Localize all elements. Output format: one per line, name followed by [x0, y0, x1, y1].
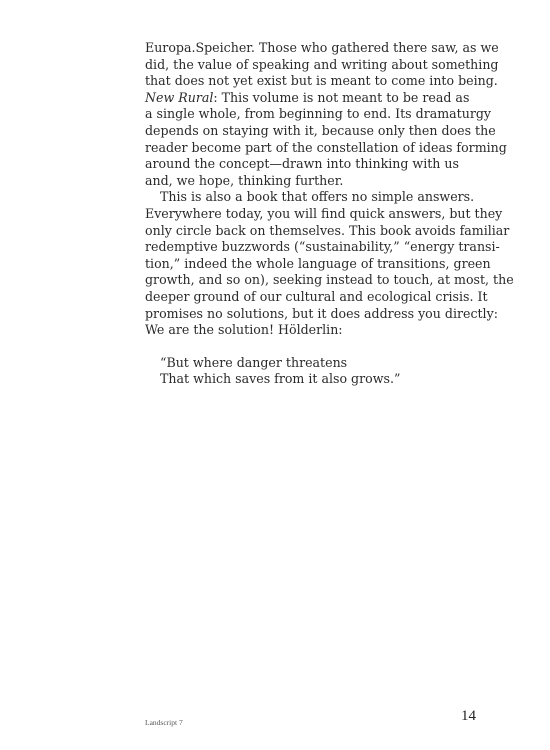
text-line: Europa.Speicher. Those who gathered there saw, as we	[145, 40, 499, 55]
page-number: 14	[461, 708, 476, 724]
text-line: deeper ground of our cultural and ecological crisis. It	[145, 288, 488, 304]
text-line: did, the value of speaking and writing about something	[145, 56, 499, 72]
book-title: New Rural	[145, 89, 214, 105]
text-line: redemptive buzzwords (“sustainability,” “energy transi-	[145, 239, 500, 255]
text-line: promises no solutions, but it does address you directly:	[145, 305, 498, 321]
text-line: that does not yet exist but is meant to come into being.	[145, 73, 498, 89]
text-line: Everywhere today, you will find quick answers, but they	[145, 205, 503, 221]
spacer	[145, 339, 475, 355]
running-title: Landscript 7	[145, 718, 183, 727]
text-line	[145, 90, 475, 107]
text-line: growth, and so on), seeking instead to touch, at most, the	[145, 272, 514, 288]
text-line: depends on staying with it, because only then does the	[145, 122, 496, 138]
quote-line: That which saves from it also grows.”	[160, 371, 401, 387]
text-line: reader become part of the constellation of ideas forming	[145, 139, 507, 155]
text-line: We are the solution! Hölderlin:	[145, 322, 343, 338]
text-fragment: : This volume is not meant to be read as	[213, 89, 470, 105]
text-line: and, we hope, thinking further.	[145, 172, 344, 188]
body-text	[145, 40, 514, 388]
text-line: a single whole, from beginning to end. Its dramaturgy	[145, 106, 492, 122]
text-line: around the concept—drawn into thinking with us	[145, 156, 459, 172]
quote-line: “But where danger threatens	[160, 354, 348, 370]
text-line: only circle back on themselves. This book avoids familiar	[145, 222, 510, 238]
text-line: tion,” indeed the whole language of transitions, green	[145, 255, 491, 271]
text-line: This is also a book that offers no simple answers.	[160, 189, 475, 205]
